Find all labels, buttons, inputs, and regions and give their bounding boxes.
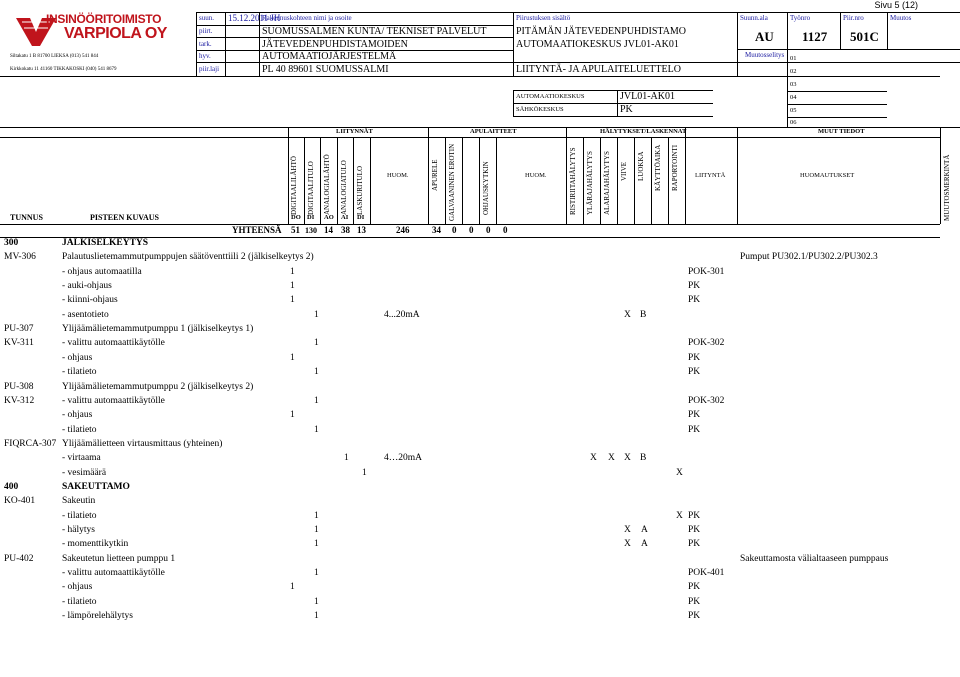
- table-row: [0, 252, 940, 266]
- cell-di: 1: [290, 281, 295, 292]
- cell-desc: - ohjaus: [62, 582, 93, 593]
- cell-xl: X: [608, 453, 615, 464]
- cell-liitynta: PK: [688, 582, 701, 593]
- table-row: [0, 267, 940, 281]
- cell-ai: 1: [314, 611, 319, 622]
- cell-huom: 4…20mA: [384, 453, 422, 464]
- cell-desc: - ohjaus: [62, 352, 93, 363]
- cell-liitynta: PK: [688, 510, 701, 521]
- ak-label: AUTOMAATIOKESKUS: [516, 93, 585, 100]
- cell-xl2: A: [641, 525, 648, 535]
- table-row: [0, 338, 940, 352]
- totals-ohj: 0: [469, 225, 474, 235]
- cell-tunnus: KO-401: [4, 496, 36, 507]
- col-viive: VIIVE: [620, 161, 628, 181]
- cell-tunnus: 400: [4, 481, 19, 492]
- totals-di: 130: [305, 226, 317, 235]
- cell-desc: - hälytys: [62, 525, 95, 535]
- group-halytykset: HÄLYTYKSET/LASKENNAT: [600, 128, 687, 135]
- cell-xa: X: [624, 539, 631, 550]
- cell-tunnus: PU-402: [4, 553, 34, 564]
- col-huom2: HUOM.: [525, 172, 547, 179]
- cell-xz2: X: [676, 510, 683, 521]
- col-alaraja: ALARAJAHÄLYTYS: [603, 151, 611, 215]
- cell-ai: 1: [314, 568, 319, 579]
- cell-desc: - ohjaus: [62, 410, 93, 421]
- group-apulaitteet: APULAITTEET: [470, 128, 517, 135]
- drawing-line1: PITÄMÄN JÄTEVEDENPUHDISTAMO: [516, 26, 687, 37]
- cell-xa: X: [624, 453, 631, 464]
- cell-huom: 4...20mA: [384, 309, 420, 320]
- table-row: [0, 324, 940, 338]
- type-di2: DI: [357, 214, 365, 221]
- cell-tunnus: KV-311: [4, 338, 34, 349]
- cell-ai: 1: [314, 424, 319, 435]
- ak-value: JVL01-AK01: [620, 91, 675, 102]
- piirt-label: piirt.: [199, 27, 213, 35]
- col-ristiriita: RISTIRIITAHÄLYTYS: [569, 147, 577, 215]
- cell-ai: 1: [314, 395, 319, 406]
- type-do: DO: [291, 214, 301, 221]
- table-row: [0, 525, 940, 539]
- cell-liitynta: POK-302: [688, 338, 725, 349]
- cell-desc: - tilatieto: [62, 510, 97, 521]
- totals-ao: 14: [324, 225, 333, 235]
- piirnro-value: 501C: [850, 29, 879, 44]
- group-muut-tiedot: MUUT TIEDOT: [818, 128, 865, 135]
- cell-liitynta: PK: [688, 539, 701, 550]
- building-line4: PL 40 89601 SUOMUSSALMI: [262, 64, 389, 75]
- cell-ai: 1: [314, 338, 319, 349]
- totals-ai: 38: [341, 225, 350, 235]
- suun-label: suun.: [199, 14, 214, 22]
- cell-desc: - virtaama: [62, 453, 101, 464]
- piirnro-label: Piir.nro: [843, 14, 864, 22]
- cell-desc: Ylijäämälietemammutpumppu 2 (jälkiselkeytys 2): [62, 381, 254, 392]
- cell-liitynta: PK: [688, 410, 701, 421]
- building-line2: JÄTEVEDENPUHDISTAMOIDEN: [262, 39, 408, 50]
- cell-desc: SAKEUTTAMO: [62, 481, 130, 492]
- totals-huom: 246: [396, 225, 410, 235]
- cell-do: 1: [290, 266, 295, 277]
- totals-galv: 0: [452, 225, 457, 235]
- tyonro-value: 1127: [802, 29, 828, 44]
- suunala-label: Suunn.ala: [740, 14, 768, 22]
- col-digitaalilahto: DIGITAALILÄHTÖ: [290, 156, 298, 215]
- table-row: [0, 597, 940, 611]
- cell-desc: - tilatieto: [62, 596, 97, 607]
- col-kayttoaika: KÄYTTÖAIKA: [654, 144, 662, 191]
- drawing-line3: LIITYNTÄ- JA APULAITELUETTELO: [516, 64, 681, 75]
- cell-liitynta: POK-302: [688, 395, 725, 406]
- table-row: [0, 367, 940, 381]
- table-row: [0, 382, 940, 396]
- table-row: [0, 554, 940, 568]
- cell-tunnus: FIQRCA-307: [4, 438, 57, 449]
- table-row: [0, 396, 940, 410]
- cell-desc: JÄLKISELKEYTYS: [62, 238, 149, 248]
- cell-liitynta: PK: [688, 281, 701, 292]
- cell-desc: - momenttikytkin: [62, 539, 129, 550]
- cell-tunnus: 300: [4, 238, 19, 248]
- col-analogialahto: ANALOGIALÄHTÖ: [323, 154, 331, 215]
- cell-di: 1: [290, 352, 295, 363]
- col-ylaraja: YLÄRAJAHÄLYTYS: [586, 151, 594, 215]
- table-row: [0, 310, 940, 324]
- col-muutosmerkinta: MUUTOSMERKINTÄ: [943, 154, 951, 221]
- cell-tunnus: KV-312: [4, 395, 35, 406]
- cell-huomautus: Sakeuttamosta välialtaaseen pumppaus: [740, 553, 889, 564]
- table-row: [0, 281, 940, 295]
- cell-lk: 1: [362, 467, 367, 478]
- table-row: [0, 496, 940, 510]
- building-line3: AUTOMAATIOJÄRJESTELMÄ: [262, 51, 397, 62]
- cell-ai: 1: [314, 309, 319, 320]
- cell-desc: Palautuslietemammutpumppujen säätöventtiili 2 (jälkiselkeytys 2): [62, 252, 314, 263]
- table-row: [0, 425, 940, 439]
- cell-cnt: 1: [344, 453, 349, 464]
- type-di: DI: [307, 214, 315, 221]
- revision-04: 04: [790, 94, 797, 101]
- date: 15.12.2011 JH: [228, 13, 281, 23]
- totals-do: 51: [291, 225, 300, 235]
- table-row: [0, 482, 940, 496]
- table-row: [0, 539, 940, 553]
- table-row: [0, 582, 940, 596]
- cell-liitynta: PK: [688, 352, 701, 363]
- totals-apurele: 34: [432, 225, 441, 235]
- cell-desc: - asentotieto: [62, 309, 109, 320]
- cell-liitynta: PK: [688, 424, 701, 435]
- table-row: [0, 611, 940, 625]
- type-ai: AI: [341, 214, 349, 221]
- cell-desc: - valittu automaattikäytölle: [62, 395, 165, 406]
- drawing-line2: AUTOMAATIOKESKUS JVL01-AK01: [516, 39, 679, 50]
- cell-ai: 1: [314, 367, 319, 378]
- col-liitynta: LIITYNTÄ: [695, 172, 726, 179]
- col-raportointi: RAPORTOINTI: [671, 144, 679, 191]
- cell-di: 1: [290, 295, 295, 306]
- cell-tunnus: PU-307: [4, 324, 34, 335]
- building-label: Rakennuskohteen nimi ja osoite: [262, 14, 352, 22]
- col-huomautukset: HUOMAUTUKSET: [800, 172, 855, 179]
- table-row: [0, 453, 940, 467]
- cell-liitynta: PK: [688, 525, 701, 535]
- totals-cnt: 13: [357, 225, 366, 235]
- cell-ai: 1: [314, 510, 319, 521]
- company-address-1: Siltakatu 1 B 81700 LIEKSA (013) 541 844: [10, 54, 99, 59]
- cell-desc: - valittu automaattikäytölle: [62, 568, 165, 579]
- col-pisteen-kuvaus: PISTEEN KUVAUS: [90, 213, 159, 222]
- cell-huomautus: Pumput PU302.1/PU302.2/PU302.3: [740, 252, 878, 263]
- muutosselitys-label: Muutosselitys: [745, 51, 785, 59]
- piirlaji-label: piir.laji: [199, 65, 220, 73]
- cell-desc: - lämpörelehälytys: [62, 611, 133, 622]
- col-laskuritulo: LASKURITULO: [356, 166, 364, 215]
- tark-label: tark.: [199, 40, 212, 48]
- company-address-2: Kirkkokatu 11 41160 TIKKAKOSKI (040) 541 8679: [10, 67, 117, 72]
- cell-liitynta: PK: [688, 611, 701, 622]
- cell-desc: - auki-ohjaus: [62, 281, 112, 292]
- revision-03: 03: [790, 81, 797, 88]
- cell-xb: B: [640, 309, 647, 320]
- cell-desc: - ohjaus automaatilla: [62, 266, 142, 277]
- drawing-label: Piirustuksen sisältö: [516, 14, 571, 22]
- tyonro-label: Työnro: [790, 14, 811, 22]
- cell-ai: 1: [314, 539, 319, 550]
- table-row: [0, 439, 940, 453]
- cell-di: 1: [290, 582, 295, 593]
- muutos-label: Muutos: [890, 14, 912, 22]
- col-apurele: APURELE: [431, 159, 439, 191]
- cell-ai: 1: [314, 525, 319, 535]
- cell-desc: Ylijäämälietteen virtausmittaus (yhteinen): [62, 438, 223, 449]
- sk-value: PK: [620, 104, 633, 115]
- cell-desc: Ylijäämälietemammutpumppu 1 (jälkiselkeytys 1): [62, 324, 254, 335]
- totals-label: YHTEENSÄ: [232, 225, 282, 235]
- group-liitynnat: LIITYNNÄT: [336, 128, 373, 135]
- cell-liitynta: POK-301: [688, 266, 725, 277]
- col-tunnus: TUNNUS: [10, 213, 43, 222]
- col-ohjauskytkin: OHJAUSKYTKIN: [482, 161, 490, 215]
- cell-xa: X: [624, 309, 631, 320]
- col-luokka: LUOKKA: [637, 151, 645, 181]
- table-row: [0, 238, 940, 252]
- cell-desc: - vesimäärä: [62, 467, 107, 478]
- cell-desc: - kiinni-ohjaus: [62, 295, 118, 306]
- cell-desc: Sakeutin: [62, 496, 96, 507]
- cell-xa: X: [624, 525, 631, 535]
- revision-06: 06: [790, 119, 797, 126]
- sk-label: SÄHKÖKESKUS: [516, 106, 564, 113]
- cell-desc: - tilatieto: [62, 424, 97, 435]
- type-ao: AO: [324, 214, 334, 221]
- cell-desc: - tilatieto: [62, 367, 97, 378]
- col-digitaalitulo: DIGITAALITULO: [307, 161, 315, 215]
- revision-05: 05: [790, 107, 797, 114]
- table-row: [0, 295, 940, 309]
- cell-tunnus: MV-306: [4, 252, 36, 263]
- totals-a4: 0: [486, 225, 491, 235]
- col-analogiatulo: ANALOGIATULO: [340, 160, 348, 215]
- revision-01: 01: [790, 55, 797, 62]
- col-huom1: HUOM.: [387, 172, 409, 179]
- logo-line1: INSINÖÖRITOIMISTO: [46, 12, 162, 26]
- cell-liitynta: PK: [688, 367, 701, 378]
- cell-liitynta: PK: [688, 596, 701, 607]
- cell-xz: X: [676, 467, 683, 478]
- cell-liitynta: PK: [688, 295, 701, 306]
- table-row: [0, 353, 940, 367]
- logo-line2: VARPIOLA OY: [64, 25, 167, 42]
- cell-xb: B: [640, 453, 647, 464]
- page-number: Sivu 5 (12): [874, 0, 918, 10]
- cell-ai: 1: [314, 596, 319, 607]
- table-row: [0, 410, 940, 424]
- table-row: [0, 468, 940, 482]
- totals-a5: 0: [503, 225, 508, 235]
- cell-di: 1: [290, 410, 295, 421]
- cell-liitynta: POK-401: [688, 568, 725, 579]
- col-galvaaninen: GALVAANINEN EROTIN: [448, 143, 456, 221]
- cell-tunnus: PU-308: [4, 381, 34, 392]
- cell-xl2: A: [641, 539, 648, 550]
- suunala-value: AU: [755, 29, 774, 44]
- cell-desc: Sakeutetun lietteen pumppu 1: [62, 553, 176, 564]
- cell-xr: X: [590, 453, 597, 464]
- table-row: [0, 568, 940, 582]
- building-line1: SUOMUSSALMEN KUNTA/ TEKNISET PALVELUT: [262, 26, 487, 37]
- cell-desc: - valittu automaattikäytölle: [62, 338, 165, 349]
- hyv-label: hyv.: [199, 52, 211, 60]
- table-row: [0, 511, 940, 525]
- revision-02: 02: [790, 68, 797, 75]
